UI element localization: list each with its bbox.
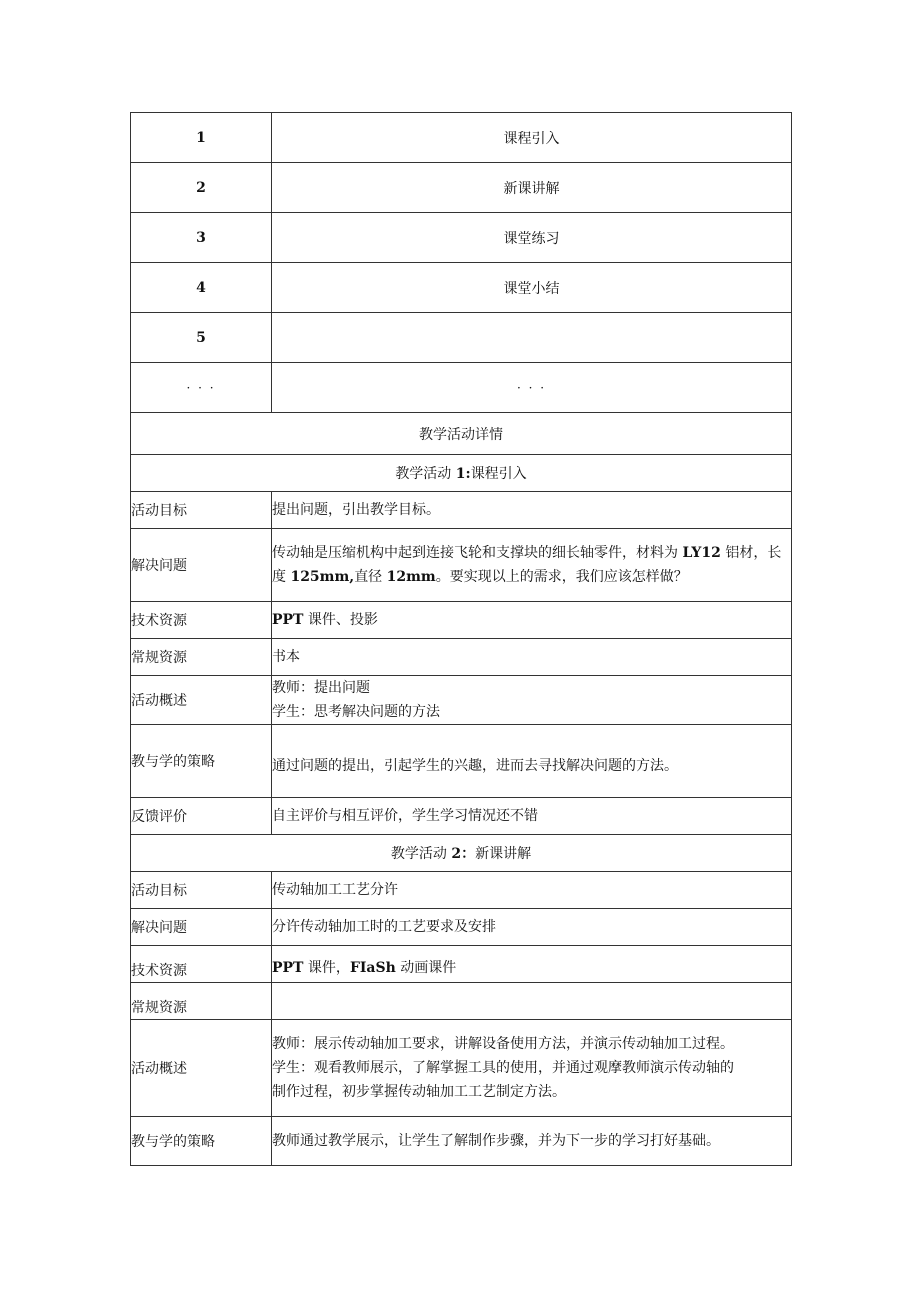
activity1-strategy-label: 教与学的策略 xyxy=(131,725,272,798)
activity2-overview-label: 活动概述 xyxy=(131,1020,272,1117)
overview-title: · · · xyxy=(272,363,792,413)
activity1-problem: 传动轴是压缩机构中起到连接飞轮和支撑块的细长轴零件，材料为 LY12 铝材，长度 125mm,直径 12mm。要实现以上的需求，我们应该怎样做？ xyxy=(272,529,792,602)
overview-number: 4 xyxy=(131,263,272,313)
activity1-feedback: 自主评价与相互评价，学生学习情况还不错 xyxy=(272,798,792,835)
overview-number: 2 xyxy=(131,163,272,213)
activity1-regular-label: 常规资源 xyxy=(131,639,272,676)
overview-number: 1 xyxy=(131,113,272,163)
activity2-goal-label: 活动目标 xyxy=(131,872,272,909)
overview-title: 课堂练习 xyxy=(272,213,792,263)
activity2-goal: 传动轴加工工艺分许 xyxy=(272,872,792,909)
activity1-feedback-label: 反馈评价 xyxy=(131,798,272,835)
overview-row xyxy=(131,313,792,363)
activity1-tech-label: 技术资源 xyxy=(131,602,272,639)
overview-title: 课堂小结 xyxy=(272,263,792,313)
activity1-problem-label: 解决问题 xyxy=(131,529,272,602)
activity1-tech: PPT 课件、投影 xyxy=(272,602,792,639)
overview-title xyxy=(272,313,792,363)
overview-title: 新课讲解 xyxy=(272,163,792,213)
lesson-plan-table xyxy=(130,112,792,1166)
activity2-overview: 教师：展示传动轴加工要求，讲解设备使用方法，并演示传动轴加工过程。 学生：观看教师展示，了解掌握工具的使用，并通过观摩教师演示传动轴的 制作过程，初步掌握传动轴加工工艺制定方法。 xyxy=(272,1020,792,1117)
overview-number: · · · xyxy=(131,363,272,413)
activity1-overview: 教师：提出问题 学生：思考解决问题的方法 xyxy=(272,676,792,725)
overview-row xyxy=(131,113,792,163)
details-heading: 教学活动详情 xyxy=(131,413,792,455)
activity1-overview-label: 活动概述 xyxy=(131,676,272,725)
activity1-goal-label: 活动目标 xyxy=(131,492,272,529)
activity2-tech: PPT 课件，FIaSh 动画课件 xyxy=(272,946,792,983)
activity2-tech-label: 技术资源 xyxy=(131,946,272,983)
activity2-strategy-label: 教与学的策略 xyxy=(131,1117,272,1166)
overview-row xyxy=(131,363,792,413)
activity2-strategy: 教师通过教学展示，让学生了解制作步骤，并为下一步的学习打好基础。 xyxy=(272,1117,792,1166)
overview-title: 课程引入 xyxy=(272,113,792,163)
activity2-heading: 教学活动 2：新课讲解 xyxy=(131,835,792,872)
overview-row xyxy=(131,263,792,313)
activity1-strategy: 通过问题的提出，引起学生的兴趣，进而去寻找解决问题的方法。 xyxy=(272,725,792,798)
activity2-regular-label: 常规资源 xyxy=(131,983,272,1020)
overview-row xyxy=(131,213,792,263)
activity2-problem: 分许传动轴加工时的工艺要求及安排 xyxy=(272,909,792,946)
activity2-regular xyxy=(272,983,792,1020)
overview-row xyxy=(131,163,792,213)
activity2-problem-label: 解决问题 xyxy=(131,909,272,946)
activity1-heading: 教学活动 1:课程引入 xyxy=(131,455,792,492)
activity1-goal: 提出问题，引出教学目标。 xyxy=(272,492,792,529)
overview-number: 3 xyxy=(131,213,272,263)
overview-number: 5 xyxy=(131,313,272,363)
activity1-regular: 书本 xyxy=(272,639,792,676)
